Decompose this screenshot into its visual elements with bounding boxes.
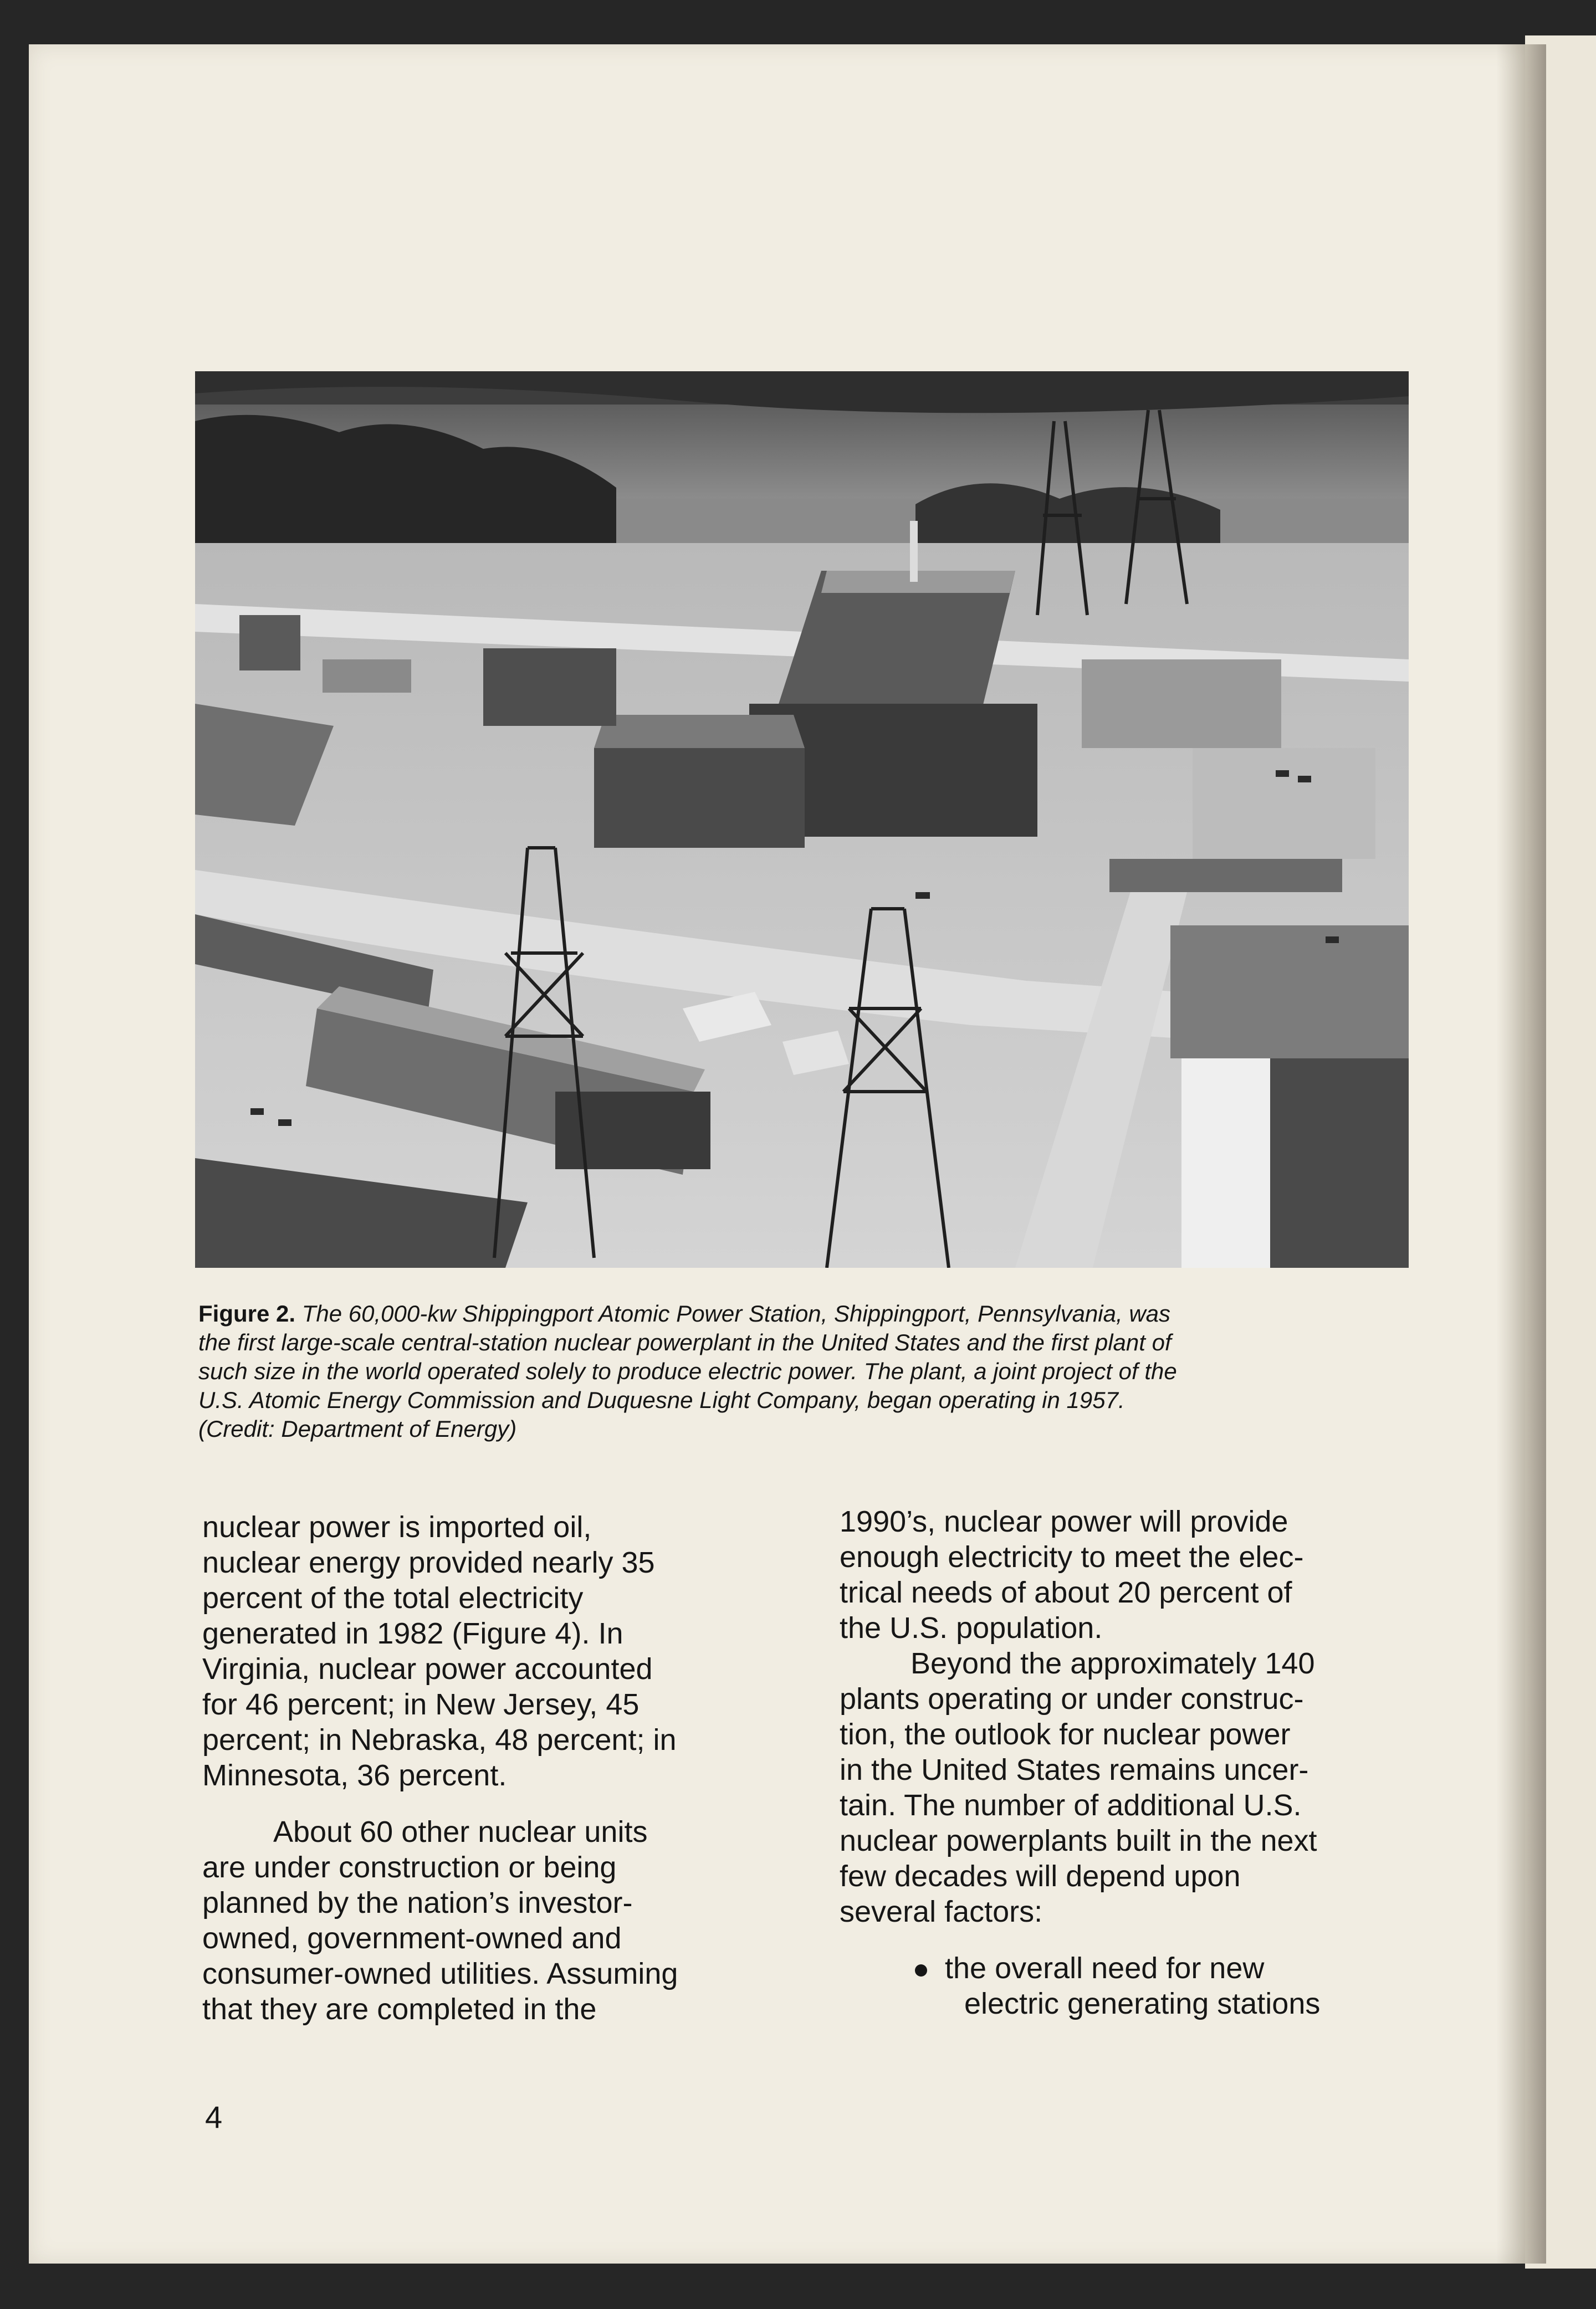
text-line: are under construction or being bbox=[202, 1851, 617, 1884]
text-line: nuclear powerplants built in the next bbox=[840, 1824, 1317, 1857]
right-text-column bbox=[840, 1504, 1427, 2021]
left-text-column bbox=[202, 1509, 801, 2027]
text-line: tion, the outlook for nuclear power bbox=[840, 1718, 1291, 1751]
text-line: enough electricity to meet the elec- bbox=[840, 1540, 1304, 1574]
text-line: nuclear power is imported oil, bbox=[202, 1511, 592, 1544]
text-line: consumer-owned utilities. Assuming bbox=[202, 1957, 678, 1990]
text-line: several factors: bbox=[840, 1895, 1043, 1928]
text-line: percent of the total electricity bbox=[202, 1581, 584, 1615]
caption-line-1 bbox=[198, 1299, 1412, 1328]
caption-line-3: such size in the world operated solely to produce electric power. The plant, a joint project of the bbox=[198, 1358, 1177, 1384]
text-line: owned, government-owned and bbox=[202, 1922, 622, 1955]
photo-icon bbox=[195, 371, 1409, 1268]
text-line: percent; in Nebraska, 48 percent; in bbox=[202, 1723, 677, 1757]
text-line: nuclear energy provided nearly 35 bbox=[202, 1546, 655, 1579]
right-paragraph-1 bbox=[840, 1504, 1427, 1646]
page-gutter-shadow bbox=[1496, 44, 1546, 2264]
caption-text: The 60,000-kw Shippingport Atomic Power Station, Shippingport, Pennsylvania, was bbox=[295, 1301, 1171, 1327]
figure-caption bbox=[198, 1299, 1412, 1443]
text-line: for 46 percent; in New Jersey, 45 bbox=[202, 1688, 640, 1721]
text-line: Virginia, nuclear power accounted bbox=[202, 1652, 653, 1686]
bullet-dot-icon bbox=[915, 1964, 927, 1977]
factor-bullet-list bbox=[840, 1950, 1427, 2021]
bullet-item bbox=[840, 1950, 1427, 1986]
caption-line-4: U.S. Atomic Energy Commission and Duquesne Light Company, began operating in 1957. bbox=[198, 1387, 1125, 1413]
bullet-text: the overall need for new bbox=[945, 1952, 1265, 1985]
caption-label: Figure 2. bbox=[198, 1301, 296, 1327]
text-line: generated in 1982 (Figure 4). In bbox=[202, 1617, 623, 1650]
text-line: About 60 other nuclear units bbox=[273, 1815, 648, 1849]
text-line: 1990’s, nuclear power will provide bbox=[840, 1505, 1288, 1538]
text-line: few decades will depend upon bbox=[840, 1860, 1241, 1893]
bullet-text-continued: electric generating stations bbox=[964, 1987, 1321, 2020]
caption-line-2: the first large-scale central-station nuclear powerplant in the United States and the first plant of bbox=[198, 1329, 1172, 1355]
text-line: Minnesota, 36 percent. bbox=[202, 1759, 507, 1792]
caption-credit: (Credit: Department of Energy) bbox=[198, 1416, 517, 1442]
text-line: that they are completed in the bbox=[202, 1993, 597, 2026]
text-line: the U.S. population. bbox=[840, 1611, 1103, 1645]
paragraph-spacer bbox=[202, 1793, 801, 1814]
text-line: in the United States remains uncer- bbox=[840, 1753, 1309, 1786]
text-line: trical needs of about 20 percent of bbox=[840, 1576, 1292, 1609]
left-paragraph-2 bbox=[202, 1814, 801, 2027]
right-paragraph-2 bbox=[840, 1646, 1427, 1929]
text-line: Beyond the approximately 140 bbox=[910, 1647, 1315, 1680]
left-paragraph-1 bbox=[202, 1509, 801, 1793]
text-line: tain. The number of additional U.S. bbox=[840, 1789, 1302, 1822]
text-line: planned by the nation’s investor- bbox=[202, 1886, 633, 1919]
text-line: plants operating or under construc- bbox=[840, 1682, 1304, 1716]
paragraph-spacer bbox=[840, 1929, 1427, 1950]
power-station-photo bbox=[195, 371, 1409, 1268]
page-number: 4 bbox=[205, 2100, 223, 2134]
